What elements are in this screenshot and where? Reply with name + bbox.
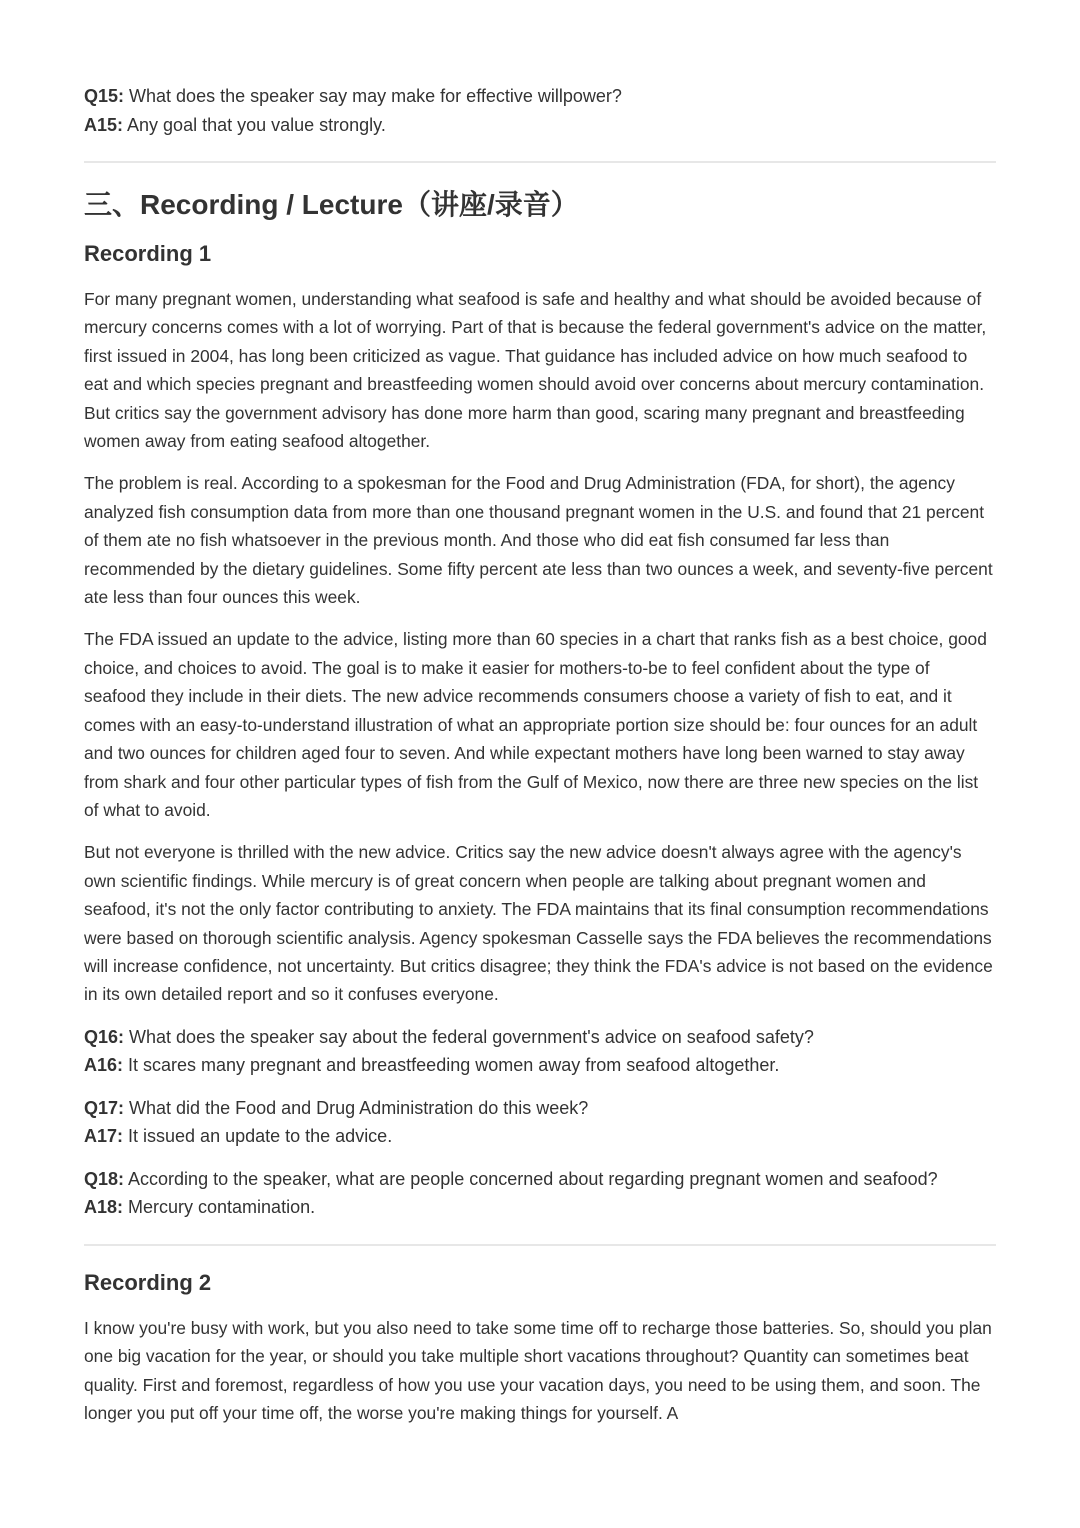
qa-item-17 [84,1094,996,1151]
section-divider [84,161,996,163]
answer-line [84,1122,996,1151]
answer-text: Mercury contamination. [123,1197,316,1218]
qa-item-15 [84,82,996,139]
recording-1-paragraph-3: The FDA issued an update to the advice, listing more than 60 species in a chart that ranks fish as a best choice, good choice, and choices to avoid. The goal is to make it easier for mothers-to-be to feel confident about the type of seafood they include in their diets. The new advice recommends consumers choose a variety of fish to eat, and it comes with an easy-to-understand illustration of what an appropriate portion size should be: four ounces for an adult and two ounces for children aged four to seven. And while expectant mothers have long been warned to stay away from shark and four other particular types of fish from the Gulf of Mexico, now there are three new species on the list of what to avoid. [84,629,987,820]
recording-1-paragraph-1: For many pregnant women, understanding what seafood is safe and healthy and what should be avoided because of mercury concerns comes with a lot of worrying. Part of that is because the federal government's advice on the matter, first issued in 2004, has long been criticized as vague. That guidance has included advice on how much seafood to eat and which species pregnant and breastfeeding women should avoid over concerns about mercury contamination. But critics say the government advisory has done more harm than good, scaring many pregnant and breastfeeding women away from eating seafood altogether. [84,289,987,452]
answer-label: A18: [84,1197,124,1218]
recording-1-title: Recording 1 [84,241,212,266]
question-label: Q18: [84,1168,125,1189]
answer-text: Any goal that you value strongly. [123,114,386,135]
recording-1-paragraph-4: But not everyone is thrilled with the new advice. Critics say the new advice doesn't always agree with the agency's own scientific findings. While mercury is of great concern when people are talking about pregnant women and seafood, it's not the only factor contributing to anxiety. The FDA maintains that its final consumption recommendations were based on thorough scientific analysis. Agency spokesman Casselle says the FDA believes the recommendations will increase confidence, not uncertainty. But critics disagree; they think the FDA's advice is not based on the evidence in its own detailed report and so it confuses everyone. [84,842,993,1005]
answer-label: A15: [84,114,124,135]
recording-2-paragraph-1: I know you're busy with work, but you also need to take some time off to recharge those batteries. So, should you plan one big vacation for the year, or should you take multiple short vacations throughout? Quantity can sometimes beat quality. First and foremost, regardless of how you use your vacation days, you need to be using them, and soon. The longer you put off your time off, the worse you're making things for yourself. A [84,1317,992,1423]
qa-item-18 [84,1165,996,1222]
question-label: Q16: [84,1026,125,1047]
answer-line [84,1051,996,1080]
question-line [84,82,996,111]
question-line [84,1094,996,1123]
question-text: What does the speaker say about the federal government's advice on seafood safety? [124,1026,814,1047]
answer-line [84,111,996,140]
answer-text: It scares many pregnant and breastfeeding women away from seafood altogether. [123,1055,780,1076]
recording-2-title: Recording 2 [84,1269,212,1295]
question-label: Q15: [84,86,125,106]
answer-line [84,1193,996,1222]
question-text: According to the speaker, what are people concerned about regarding pregnant women and seafood? [124,1168,938,1189]
question-line [84,1165,996,1194]
answer-label: A16: [84,1055,124,1076]
question-text: What does the speaker say may make for effective willpower? [124,86,622,106]
question-line [84,1023,996,1052]
answer-text: It issued an update to the advice. [123,1126,393,1147]
question-text: What did the Food and Drug Administration do this week? [124,1097,589,1118]
question-label: Q17: [84,1097,125,1118]
recording-1-paragraph-2: The problem is real. According to a spokesman for the Food and Drug Administration (FDA, for short), the agency analyzed fish consumption data from more than one thousand pregnant women in the U.S. and found that 21 percent of them ate no fish whatsoever in the previous month. And those who did eat fish consumed far less than recommended by the dietary guidelines. Some fifty percent ate less than two ounces a week, and seventy-five percent ate less than four ounces this week. [84,473,993,608]
answer-label: A17: [84,1126,124,1147]
qa-item-16 [84,1023,996,1080]
section-heading: 三、Recording / Lecture（讲座/录音） [84,189,579,220]
section-divider [84,1244,996,1246]
